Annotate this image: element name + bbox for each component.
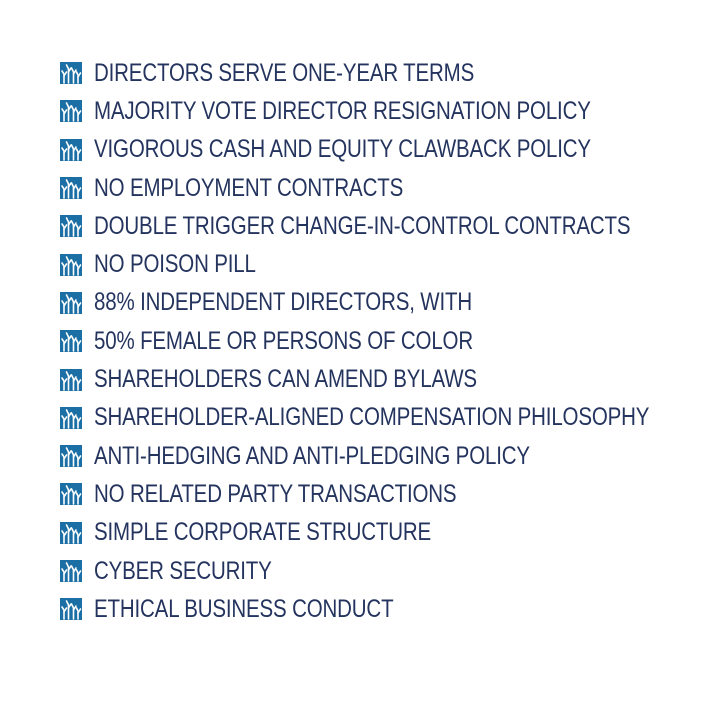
tree-emblem-icon bbox=[60, 369, 94, 391]
tree-emblem-icon bbox=[60, 522, 94, 544]
list-item-label: SHAREHOLDERS CAN AMEND BYLAWS bbox=[94, 365, 477, 394]
governance-highlights-list bbox=[60, 54, 705, 628]
tree-emblem-icon bbox=[60, 445, 94, 467]
list-item-label: VIGOROUS CASH AND EQUITY CLAWBACK POLICY bbox=[94, 135, 591, 164]
tree-emblem-icon bbox=[60, 215, 94, 237]
list-item-label: DIRECTORS SERVE ONE-YEAR TERMS bbox=[94, 58, 475, 87]
list-item-label: ETHICAL BUSINESS CONDUCT bbox=[94, 594, 394, 623]
tree-emblem-icon bbox=[60, 407, 94, 429]
list-item-label: MAJORITY VOTE DIRECTOR RESIGNATION POLICY bbox=[94, 96, 591, 125]
tree-emblem-icon bbox=[60, 483, 94, 505]
tree-emblem-icon bbox=[60, 292, 94, 314]
list-item bbox=[60, 360, 705, 398]
tree-emblem-icon bbox=[60, 254, 94, 276]
list-item-label: 50% FEMALE OR PERSONS OF COLOR bbox=[94, 326, 473, 355]
list-item bbox=[60, 590, 705, 628]
list-item-label: NO POISON PILL bbox=[94, 250, 256, 279]
list-item bbox=[60, 475, 705, 513]
list-item bbox=[60, 54, 705, 92]
list-item bbox=[60, 399, 705, 437]
list-item-label: 88% INDEPENDENT DIRECTORS, WITH bbox=[94, 288, 473, 317]
list-item bbox=[60, 169, 705, 207]
list-item bbox=[60, 245, 705, 283]
list-item-label: SHAREHOLDER-ALIGNED COMPENSATION PHILOSOPHY bbox=[94, 403, 650, 432]
list-item bbox=[60, 131, 705, 169]
list-item bbox=[60, 514, 705, 552]
list-item-label: NO RELATED PARTY TRANSACTIONS bbox=[94, 479, 457, 508]
list-item-label: DOUBLE TRIGGER CHANGE-IN-CONTROL CONTRACTS bbox=[94, 211, 631, 240]
list-item bbox=[60, 322, 705, 360]
tree-emblem-icon bbox=[60, 62, 94, 84]
list-item bbox=[60, 92, 705, 130]
tree-emblem-icon bbox=[60, 139, 94, 161]
list-item-label: SIMPLE CORPORATE STRUCTURE bbox=[94, 518, 432, 547]
tree-emblem-icon bbox=[60, 100, 94, 122]
list-item bbox=[60, 207, 705, 245]
tree-emblem-icon bbox=[60, 330, 94, 352]
list-item bbox=[60, 284, 705, 322]
list-item-label: ANTI-HEDGING AND ANTI-PLEDGING POLICY bbox=[94, 441, 530, 470]
list-item bbox=[60, 552, 705, 590]
list-item-label: CYBER SECURITY bbox=[94, 556, 272, 585]
tree-emblem-icon bbox=[60, 177, 94, 199]
tree-emblem-icon bbox=[60, 560, 94, 582]
tree-emblem-icon bbox=[60, 598, 94, 620]
list-item bbox=[60, 437, 705, 475]
list-item-label: NO EMPLOYMENT CONTRACTS bbox=[94, 173, 404, 202]
